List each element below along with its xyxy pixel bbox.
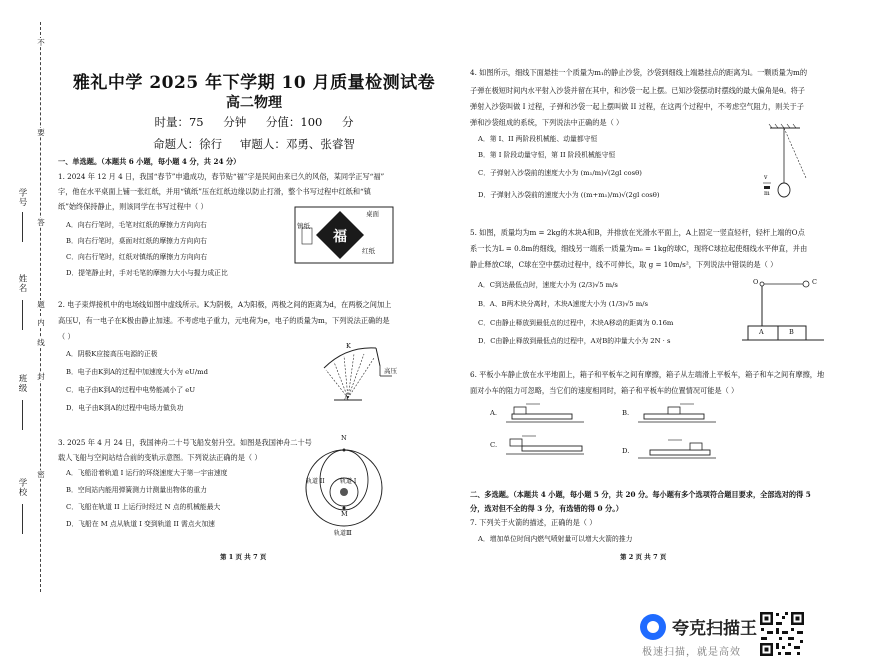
page-footer: 第 2 页 共 7 页 [620,553,667,561]
orbit-1-label: 轨道 I [340,478,357,485]
name-label: 姓名 [17,274,27,293]
exam-authors [58,136,450,152]
seal-char: 答 [37,218,45,227]
ball-c-label: C [812,278,817,286]
question-text: 高压U，有一电子在K极由静止加速。不考虑电子重力，元电荷为e，电子的质量为m，下列说法正确的是 [58,316,390,325]
class-blank [22,400,23,430]
question-text: （ ） [58,332,75,341]
exam-time-score [58,114,450,130]
velocity-label: v [764,174,768,181]
option-b: B. [622,409,630,417]
option-a: A．阴极K应接高压电源的正极 [66,350,158,358]
exam-title: 雅礼中学 2025 年下学期 10 月质量检测试卷 [72,73,436,93]
option-b: B．A、B两木块分离时，木块A速度大小为 (1/3)√5 m/s [478,300,648,308]
option-c: C．飞船在轨道 II 上运行时经过 N 点的机械能最大 [66,503,221,511]
option-b: B．电子由K到A的过程中加速度大小为 eU/md [66,368,208,376]
option-a: A．第 I、II 两阶段机械能、动量都守恒 [478,135,598,143]
exam-score: 分值：100 分 [265,115,354,129]
school-label: 学校 [17,478,27,497]
page-1 [58,0,450,600]
seal-char: 要 [37,128,45,137]
question-text: 5. 如图，质量均为m = 2kg的木块A和B，并排放在光滑水平面上，A上固定一竖直轻杆，轻杆上端的O点 [470,228,805,237]
section-heading: 一、单选题。（本题共 6 小题，每小题 4 分，共 24 分） [58,157,241,166]
high-voltage-label: 高压 [384,367,397,375]
student-id-blank [22,212,23,242]
question-text: 2. 电子束焊接机中的电场线如图中虚线所示。K为阴极，A为阳极，两极之间的距离为d，在两极之间加上 [58,300,392,309]
option-a: A．增加单位时间内燃气喷射量可以增大火箭的推力 [478,535,633,543]
option-c: C．C由静止释放到最低点的过程中，木块A移动的距离为 0.16m [478,319,674,327]
option-d: D．子弹射入沙袋前的速度大小为 ((m+m₁)/m)√(2gl cosθ) [478,191,660,199]
seal-char: 不 [37,38,45,47]
cart-figure-b [638,400,716,426]
electric-field-figure [320,340,402,404]
question-text: 弹和沙袋组成的系统，下列说法中正确的是（ ） [470,118,624,127]
cathode-label: K [346,342,351,350]
cart-figure-c [506,432,584,458]
seal-char: 内 [37,318,45,327]
cart-figure-a [506,400,584,426]
orbit-2-label: 轨道 II [306,478,325,485]
question-text: 3. 2025 年 4 月 24 日，我国神舟二十号飞船发射升空。如图是我国神舟二十号 [58,438,312,447]
option-b: B．空间站内能用弹簧测力计测量出物体的重力 [66,486,207,494]
fu-char: 福 [333,229,347,245]
reviewer: 审题人：邓勇、张睿智 [239,137,355,151]
anode-label: A [344,394,349,402]
name-blank [22,300,23,330]
question-text: 字，他在水平桌面上铺一张红纸，并用“镇纸”压在红纸边缘以防止打滑，整个书写过程中红纸和“镇 [58,187,371,196]
qr-code-icon [758,610,806,658]
desk-label: 桌面 [366,210,379,218]
option-c: C. [490,441,498,449]
page-2 [470,0,860,600]
pendulum-figure [760,122,856,204]
setter: 命题人：徐行 [153,137,223,151]
section-heading-cont: 分，选对但不全的得 3 分，有选错的得 0 分。） [470,504,623,513]
seal-char: 封 [37,372,45,381]
blocks-figure [740,274,826,344]
question-text: 7. 下列关于火箭的描述，正确的是（ ） [470,518,597,527]
page-footer: 第 1 页 共 7 页 [220,553,267,561]
option-b: B．向右行笔时，桌面对红纸的摩擦力方向向右 [66,237,207,245]
block-a-label: A [759,328,764,336]
exam-time: 时量：75 分钟 [154,115,247,129]
cart-figure-d [638,436,716,462]
option-d: D．电子由K到A的过程中电场力做负功 [66,404,184,412]
option-b: B．第 I 阶段动量守恒，第 II 阶段机械能守恒 [478,151,616,159]
class-label: 班级 [17,374,27,393]
question-text: 6. 平板小车静止放在水平地面上，箱子和平板车之间有摩擦，箱子从左端滑上平板车，箱子和车之间有摩擦，地 [470,370,825,379]
point-m-label: M [341,510,348,518]
option-d: D．提笔静止时，手对毛笔的摩擦力大小与握力成正比 [66,269,228,277]
option-a: A．飞船沿着轨道 I 运行的环绕速度大于第一宇宙速度 [66,469,228,477]
question-text: 面对小车的阻力可忽略，当它们的速度相同时，箱子和平板车的位置情况可能是（ ） [470,386,739,395]
option-c: C．子弹射入沙袋前的速度大小为 (m₁/m)√(2gl cosθ) [478,169,642,177]
fu-paper-figure [294,206,394,264]
weight-label: 镇纸 [297,222,310,230]
question-text: 子弹在极短时间内水平射入沙袋并留在其中，和沙袋一起上摆。已知沙袋摆动时摆线的最大偏角是θ。将子 [470,86,805,95]
seal-char: 密 [37,470,45,479]
option-c: C．向右行笔时，红纸对镇纸的摩擦力方向向右 [66,253,208,261]
option-d: D．C由静止释放到最低点的过程中，A对B的冲量大小为 2N · s [478,337,671,345]
question-text: 4. 如图所示，细线下面悬挂一个质量为m₁的静止沙袋，沙袋到细线上端悬挂点的距离为l。一颗质量为m的 [470,68,808,77]
paper-label: 红纸 [362,247,375,255]
question-text: 纸”始终保持静止，则该同学在书写过程中（ ） [58,202,208,211]
question-text: 弹射入沙袋叫做 I 过程，子弹和沙袋一起上摆叫做 II 过程，在这两个过程中，不考虑空气阻力，则关于子 [470,102,804,111]
bullet-mass-label: m [764,190,770,197]
option-a: A．向右行笔时，毛笔对红纸的摩擦力方向向右 [66,221,207,229]
subject-title: 高二物理 [226,95,282,111]
option-c: C．电子由K到A的过程中电势能减小了 eU [66,386,196,394]
point-n-label: N [341,434,347,442]
seal-char: 线 [37,338,45,347]
school-blank [22,504,23,534]
option-a: A．C到达最低点时，速度大小为 (2/3)√5 m/s [478,281,618,289]
section-heading: 二、多选题。（本题共 4 小题，每小题 5 分，共 20 分。每小题有多个选项符合题目要求，全部选对的得 5 [470,490,811,499]
seal-char: 题 [37,300,45,309]
binding-margin [0,0,58,600]
question-text: 系一长为L = 0.8m的细线，细线另一端系一质量为m₀ = 1kg的球C，现将C球拉起使细线水平伸直，并由 [470,244,808,253]
scanner-watermark [640,610,860,662]
student-id-label: 学号 [17,188,27,207]
option-a: A. [490,409,498,417]
pivot-o-label: O [753,278,759,286]
block-b-label: B [789,328,794,336]
question-text: 1. 2024 年 12 月 4 日，我国“春节”申遗成功，春节贴“福”字是民间由来已久的风俗，某同学正写“福” [58,172,385,181]
brand-slogan: 极速扫描，就是高效 [642,647,741,658]
option-d: D. [622,447,630,455]
quark-logo-icon [640,614,666,640]
question-text: 静止释放C球，C球在空中摆动过程中，线不可伸长，取 g = 10m/s²，下列说法中错误的是（ ） [470,260,778,269]
brand-name: 夸克扫描王 [672,619,757,639]
orbit-figure [304,432,394,538]
orbit-3-label: 轨道Ⅲ [334,530,352,537]
question-text: 载人飞船与空间站结合前的变轨示意图。下列说法正确的是（ ） [58,453,262,462]
option-d: D．飞船在 M 点从轨道 I 变到轨道 II 需点火加速 [66,520,215,528]
